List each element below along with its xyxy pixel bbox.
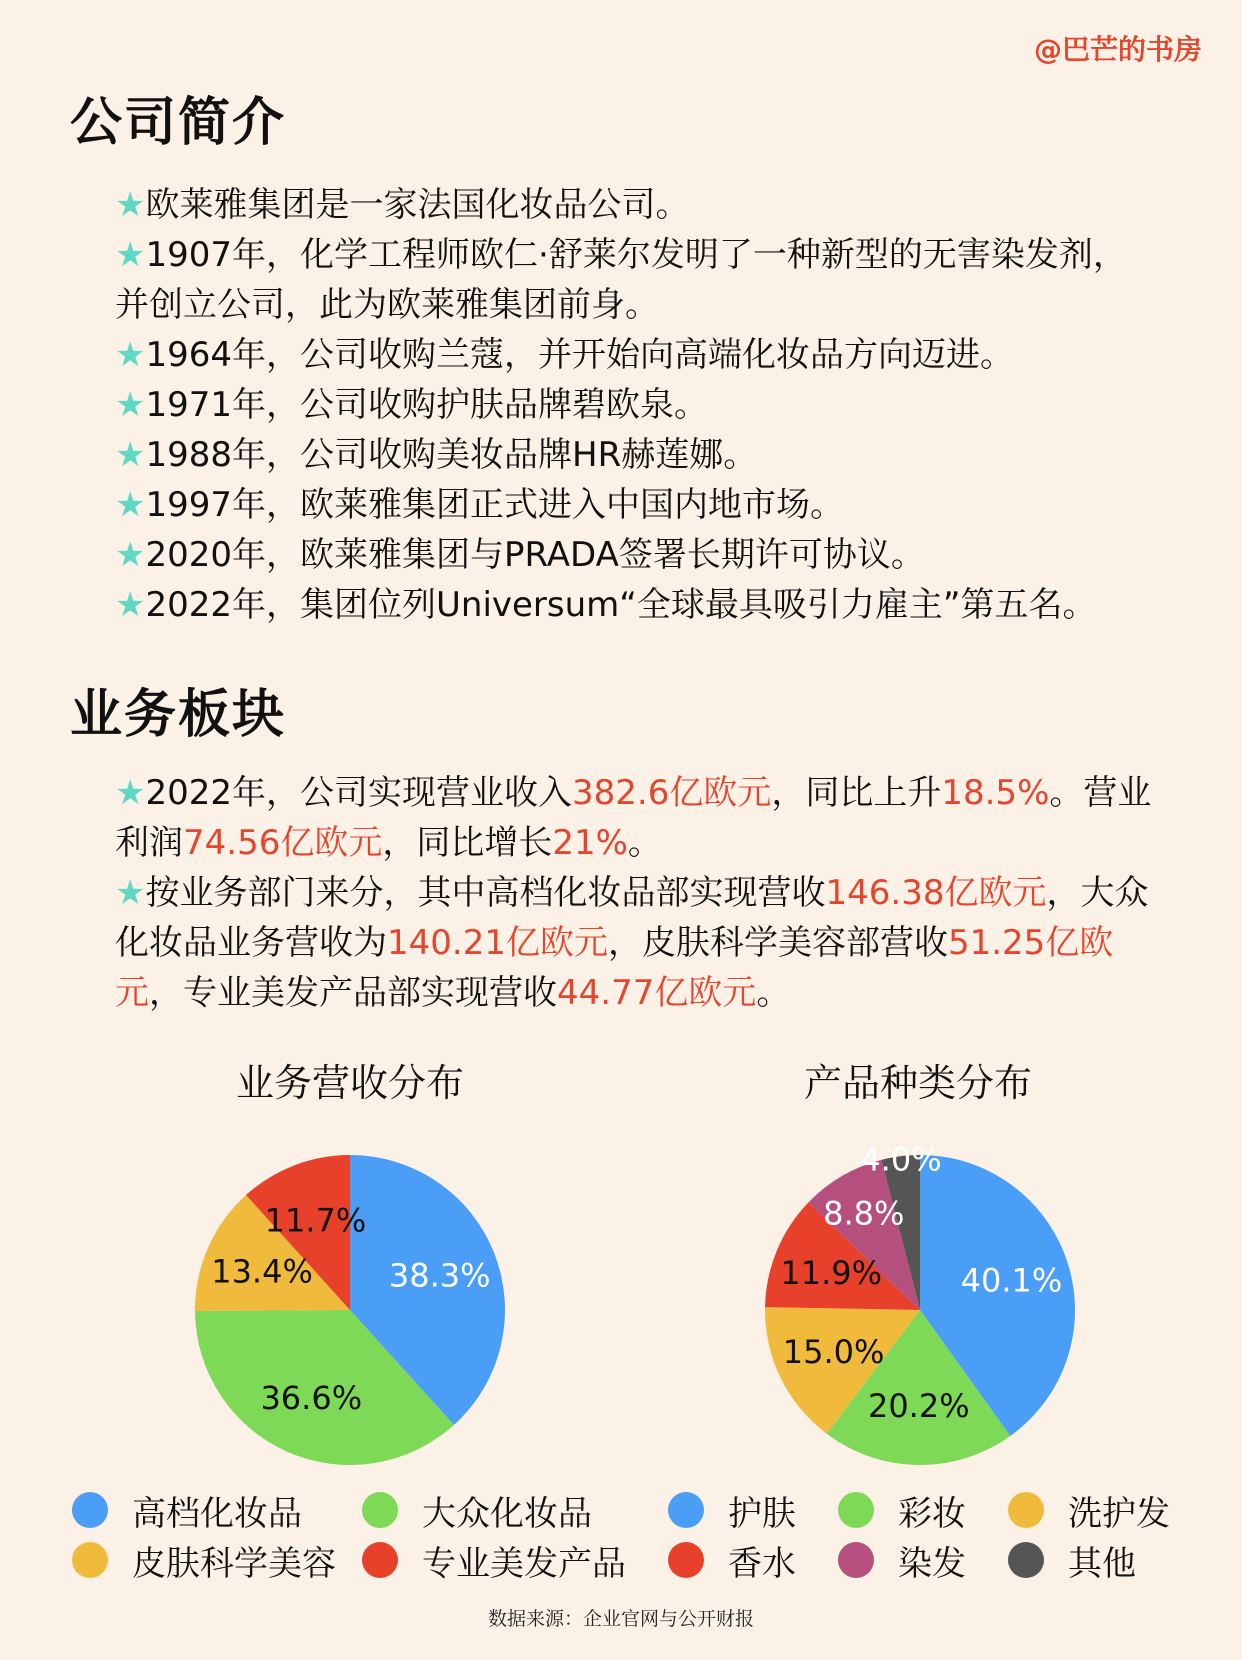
legend-dot bbox=[72, 1542, 108, 1578]
pie-chart-business bbox=[190, 1150, 510, 1470]
intro-list bbox=[115, 180, 1155, 630]
legend-label: 彩妆 bbox=[898, 1493, 966, 1534]
chart-title-business: 业务营收分布 bbox=[235, 1061, 464, 1105]
pie-slice-label: 36.6% bbox=[260, 1378, 363, 1417]
intro-item bbox=[115, 330, 1155, 380]
pie-slice-label: 11.7% bbox=[264, 1201, 367, 1240]
chart-title-product: 产品种类分布 bbox=[803, 1061, 1032, 1105]
pie-slice-label: 20.2% bbox=[867, 1387, 970, 1426]
profit-growth: 21% bbox=[552, 823, 628, 863]
legend-item bbox=[72, 1490, 362, 1534]
segments-paragraph bbox=[115, 868, 1155, 1018]
revenue-value: 382.6亿欧元 bbox=[572, 773, 772, 813]
legend-product bbox=[668, 1490, 1178, 1584]
star-icon: ★ bbox=[115, 385, 146, 425]
legend-dot bbox=[362, 1492, 398, 1528]
text-span: ，大众化妆品业务营收为 bbox=[115, 873, 1149, 963]
star-icon: ★ bbox=[115, 485, 146, 525]
text-span: 。营业利润 bbox=[115, 773, 1152, 863]
text-span: 。 bbox=[627, 823, 662, 863]
intro-item-text: 2020年，欧莱雅集团与PRADA签署长期许可协议。 bbox=[145, 535, 925, 575]
legend-label: 皮肤科学美容 bbox=[132, 1543, 336, 1584]
legend-item bbox=[1008, 1490, 1178, 1534]
legend-label: 其他 bbox=[1068, 1543, 1136, 1584]
intro-item-text: 2022年，集团位列Universum“全球最具吸引力雇主”第五名。 bbox=[145, 585, 1097, 625]
legend-label: 香水 bbox=[728, 1543, 796, 1584]
legend-dot bbox=[1008, 1542, 1044, 1578]
revenue-paragraph bbox=[115, 768, 1155, 868]
legend-label: 专业美发产品 bbox=[422, 1543, 626, 1584]
legend-business bbox=[72, 1490, 632, 1584]
profit-value: 74.56亿欧元 bbox=[183, 823, 383, 863]
star-icon: ★ bbox=[115, 235, 146, 275]
data-source: 数据来源：企业官网与公开财报 bbox=[487, 1608, 754, 1630]
luxe-revenue: 146.38亿欧元 bbox=[825, 873, 1047, 913]
legend-item bbox=[1008, 1540, 1178, 1584]
legend-dot bbox=[668, 1542, 704, 1578]
legend-dot bbox=[838, 1542, 874, 1578]
legend-item bbox=[362, 1490, 632, 1534]
legend-dot bbox=[838, 1492, 874, 1528]
legend-item bbox=[668, 1490, 838, 1534]
text-span: 。 bbox=[756, 973, 791, 1013]
revenue-growth: 18.5% bbox=[941, 773, 1050, 813]
text-span: ，专业美发产品部实现营收 bbox=[149, 973, 557, 1013]
intro-title: 公司简介 bbox=[70, 93, 287, 153]
pie-slice-label: 11.9% bbox=[780, 1254, 883, 1293]
intro-item bbox=[115, 480, 1155, 530]
intro-item bbox=[115, 380, 1155, 430]
legend-item bbox=[668, 1540, 838, 1584]
legend-item bbox=[838, 1540, 1008, 1584]
star-icon: ★ bbox=[115, 185, 146, 225]
legend-dot bbox=[362, 1542, 398, 1578]
professional-revenue: 44.77亿欧元 bbox=[557, 973, 757, 1013]
consumer-revenue: 140.21亿欧元 bbox=[387, 923, 608, 963]
pie-slice-label: 8.8% bbox=[823, 1194, 905, 1233]
legend-dot bbox=[1008, 1492, 1044, 1528]
intro-item bbox=[115, 230, 1155, 330]
legend-dot bbox=[668, 1492, 704, 1528]
star-icon: ★ bbox=[115, 873, 146, 913]
star-icon: ★ bbox=[115, 773, 146, 813]
intro-item-text: 1907年，化学工程师欧仁·舒莱尔发明了一种新型的无害染发剂，并创立公司，此为欧莱雅集团前身。 bbox=[115, 235, 1127, 325]
pie-slice-label: 38.3% bbox=[388, 1256, 491, 1295]
star-icon: ★ bbox=[115, 335, 146, 375]
legend-label: 大众化妆品 bbox=[422, 1493, 592, 1534]
legend-label: 染发 bbox=[898, 1543, 966, 1584]
pie-slice-label: 13.4% bbox=[211, 1252, 313, 1291]
legend-item bbox=[72, 1540, 362, 1584]
text-span: 按业务部门来分，其中高档化妆品部实现营收 bbox=[145, 873, 826, 913]
star-icon: ★ bbox=[115, 585, 146, 625]
pie-slice-label: 15.0% bbox=[782, 1333, 885, 1372]
intro-item bbox=[115, 580, 1155, 630]
star-icon: ★ bbox=[115, 535, 146, 575]
legend-item bbox=[838, 1490, 1008, 1534]
text-span: ，同比上升 bbox=[771, 773, 942, 813]
pie-slice-label: 4.0% bbox=[860, 1140, 942, 1179]
dermatological-revenue: 51.25亿欧元 bbox=[115, 923, 1114, 1013]
text-span: 2022年，公司实现营业收入 bbox=[145, 773, 573, 813]
intro-item bbox=[115, 180, 1155, 230]
intro-item-text: 1997年，欧莱雅集团正式进入中国内地市场。 bbox=[145, 485, 845, 525]
text-span: ，皮肤科学美容部营收 bbox=[607, 923, 948, 963]
intro-item-text: 1964年，公司收购兰蔻，并开始向高端化妆品方向迈进。 bbox=[145, 335, 1015, 375]
intro-item-text: 1971年，公司收购护肤品牌碧欧泉。 bbox=[145, 385, 709, 425]
intro-item bbox=[115, 430, 1155, 480]
intro-item bbox=[115, 530, 1155, 580]
legend-item bbox=[362, 1540, 632, 1584]
text-span: ，同比增长 bbox=[382, 823, 553, 863]
business-text bbox=[115, 768, 1155, 1018]
star-icon: ★ bbox=[115, 435, 146, 475]
legend-label: 洗护发 bbox=[1068, 1493, 1170, 1534]
business-title: 业务板块 bbox=[70, 685, 287, 745]
intro-item-text: 1988年，公司收购美妆品牌HR赫莲娜。 bbox=[145, 435, 758, 475]
legend-dot bbox=[72, 1492, 108, 1528]
legend-label: 护肤 bbox=[728, 1493, 796, 1534]
intro-item-text: 欧莱雅集团是一家法国化妆品公司。 bbox=[145, 185, 690, 225]
legend-label: 高档化妆品 bbox=[132, 1493, 302, 1534]
pie-slice-label: 40.1% bbox=[960, 1261, 1063, 1300]
watermark: @巴芒的书房 bbox=[1033, 33, 1202, 66]
pie-chart-product bbox=[760, 1140, 1080, 1470]
